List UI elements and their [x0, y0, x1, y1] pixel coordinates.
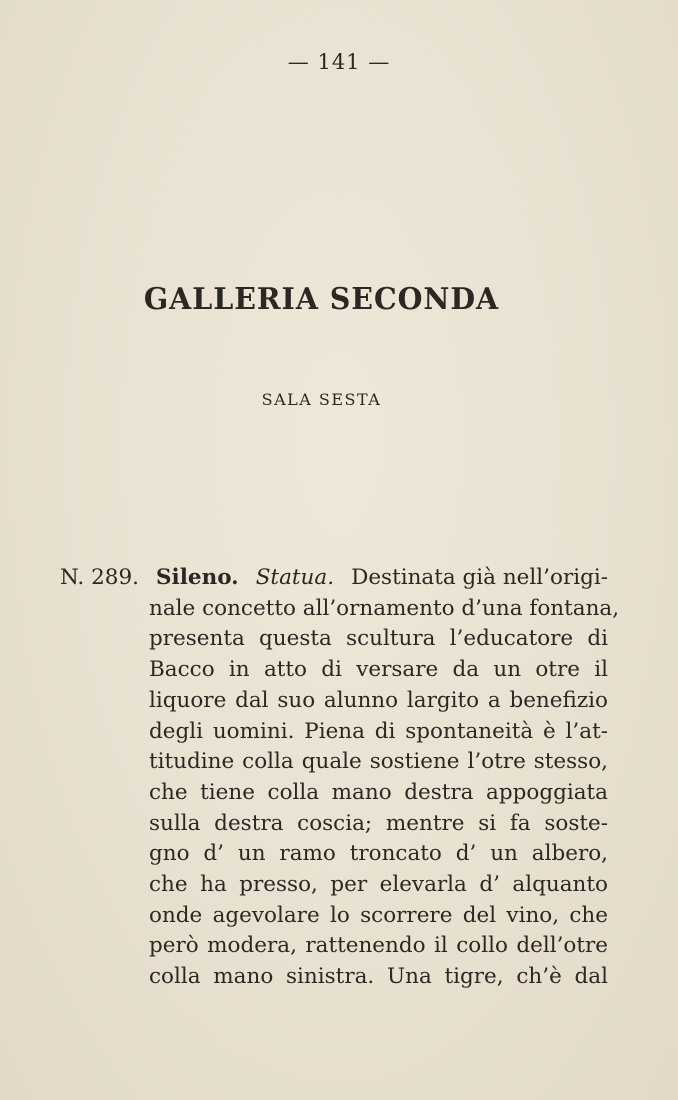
entry-line: che ha presso, per elevarla d’ alquanto: [149, 872, 608, 898]
entry-line: sulla destra coscia; mentre si fa soste-: [149, 810, 608, 836]
page-number: — 141 —: [287, 50, 391, 74]
entry-line: degli uomini. Piena di spontaneità è l’at-: [149, 718, 608, 744]
entry-line: presenta questa scultura l’educatore di: [149, 626, 608, 652]
entry-line: Bacco in atto di versare da un otre il: [149, 657, 608, 683]
entry-line: liquore dal suo alunno largito a benefizio: [149, 687, 608, 713]
gallery-heading: GALLERIA SECONDA: [143, 282, 500, 317]
entry-line: però modera, rattenendo il collo dell’otre: [149, 933, 608, 959]
entry-number: N. 289.: [60, 565, 139, 590]
entry-line: nale concetto all’ornamento d’una fontana,: [149, 595, 620, 621]
entry-line: gno d’ un ramo troncato d’ un albero,: [149, 841, 608, 867]
entry-line: che tiene colla mano destra appoggiata: [149, 779, 608, 805]
entry-first-line: [60, 563, 608, 594]
catalog-entry: [60, 563, 620, 993]
room-heading: SALA SESTA: [261, 390, 382, 409]
entry-line: colla mano sinistra. Una tigre, ch’è dal: [149, 964, 608, 990]
entry-line: titudine colla quale sostiene l’otre stesso,: [149, 749, 608, 775]
entry-line: onde agevolare lo scorrere del vino, che: [149, 902, 608, 928]
entry-first-line-text: Destinata già nell’origi-: [351, 565, 608, 590]
entry-name: Sileno.: [156, 565, 239, 590]
entry-kind: Statua.: [255, 565, 335, 590]
